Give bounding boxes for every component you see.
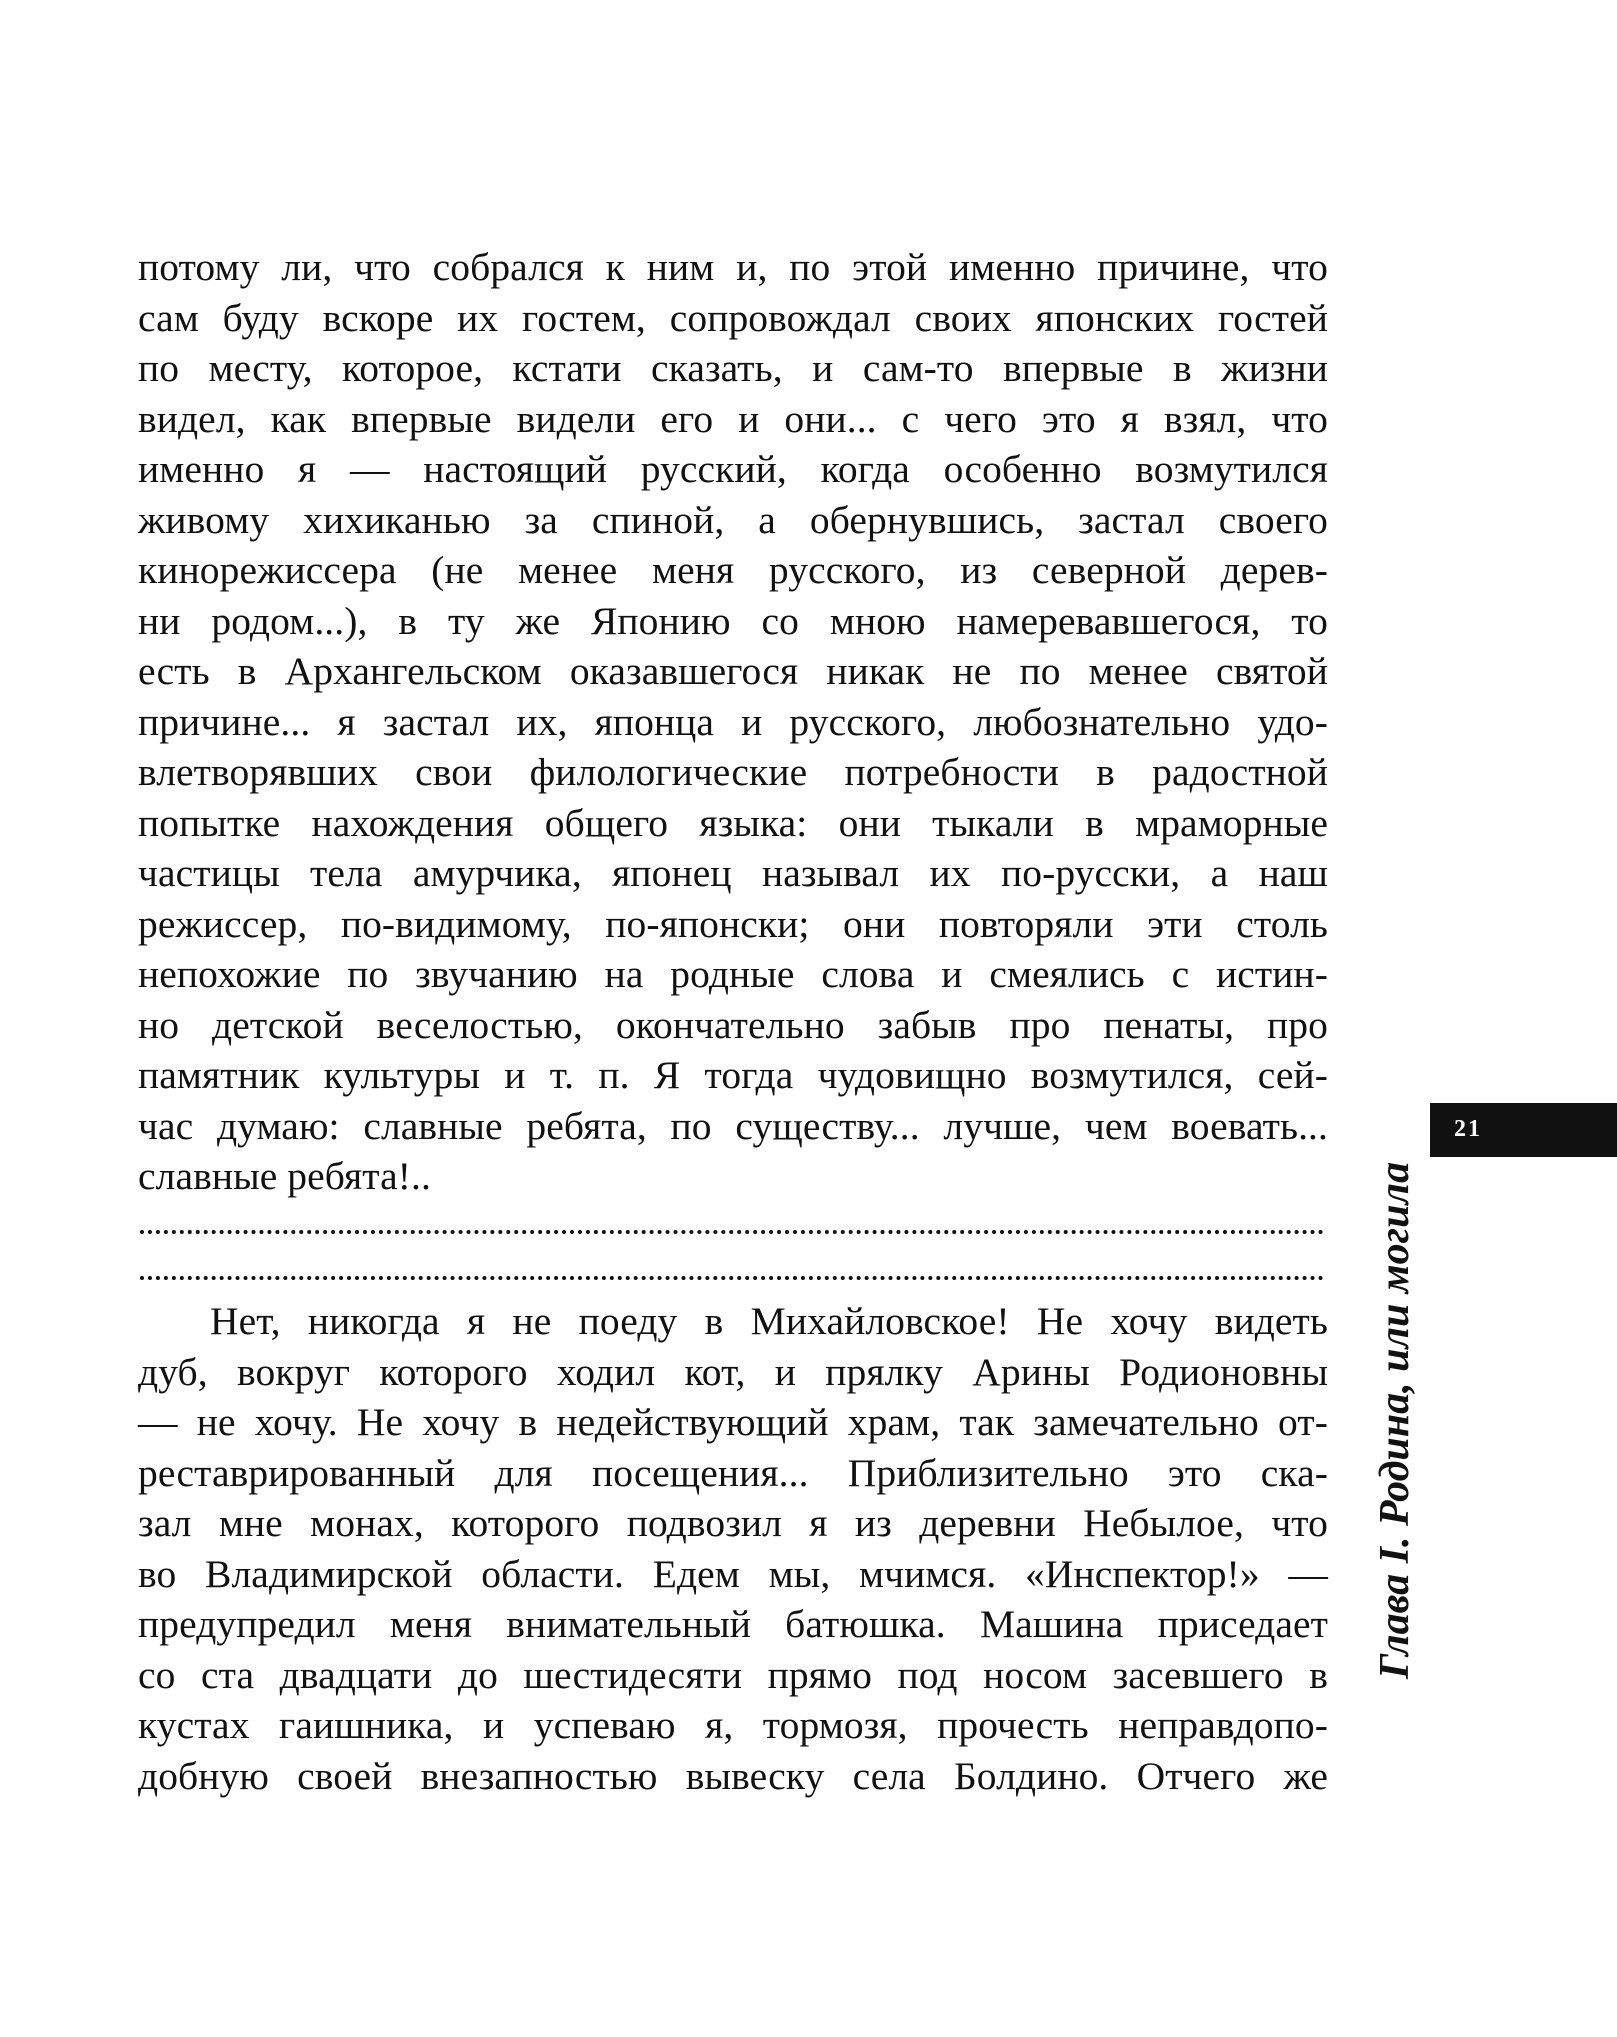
body-text-top xyxy=(138,242,1328,1202)
text-line: славные ребята!.. xyxy=(138,1154,431,1198)
page-number: 21 xyxy=(1454,1116,1482,1142)
text-line: по месту, которое, кстати сказать, и сам-то впервые в жизни xyxy=(138,346,1328,390)
text-line: зал мне монах, которого подвозил я из деревни Небылое, что xyxy=(138,1501,1328,1545)
text-line: частицы тела амурчика, японец называл их по-русски, а наш xyxy=(138,851,1328,895)
text-line: влетворявших свои филологические потребности в радостной xyxy=(138,750,1328,794)
text-line: видел, как впервые видели его и они... с чего это я взял, что xyxy=(138,396,1328,441)
page-number-tab xyxy=(1430,1103,1617,1157)
text-line: — не хочу. Не хочу в недействующий храм, так замечательно от- xyxy=(138,1400,1328,1444)
text-line: кустах гаишника, и успеваю я, тормозя, прочесть неправдопо- xyxy=(138,1703,1328,1747)
body-text-bottom xyxy=(138,1296,1328,1801)
text-line: реставрированный для посещения... Приблизительно это ска- xyxy=(138,1450,1328,1495)
text-line: режиссер, по-видимому, по-японски; они повторяли эти столь xyxy=(138,901,1328,946)
text-line: час думаю: славные ребята, по существу... лучше, чем воевать... xyxy=(138,1103,1328,1148)
text-line: именно я — настоящий русский, когда особенно возмутился xyxy=(138,447,1328,491)
text-line: Нет, никогда я не поеду в Михайловское! Не хочу видеть xyxy=(210,1299,1328,1343)
text-line: но детской веселостью, окончательно забыв про пенаты, про xyxy=(138,1002,1328,1047)
text-line: живому хихиканью за спиной, а обернувшись, застал своего xyxy=(138,497,1328,542)
chapter-title: Глава I. Родина, или могила xyxy=(1372,1161,1418,1679)
text-line: кинорежиссера (не менее меня русского, из северной дерев- xyxy=(138,548,1328,592)
text-line: добную своей внезапностью вывеску села Болдино. Отчего же xyxy=(138,1753,1328,1798)
text-line: памятник культуры и т. п. Я тогда чудовищно возмутился, сей- xyxy=(138,1053,1328,1097)
text-line: причине... я застал их, японца и русского, любознательно удо- xyxy=(138,699,1328,744)
section-divider-dots xyxy=(140,1276,1324,1280)
text-line: предупредил меня внимательный батюшка. Машина приседает xyxy=(138,1602,1328,1646)
text-line: есть в Архангельском оказавшегося никак не по менее святой xyxy=(138,649,1328,693)
text-line: во Владимирской области. Едем мы, мчимся. «Инспектор!» — xyxy=(138,1551,1328,1596)
text-line: потому ли, что собрался к ним и, по этой именно причине, что xyxy=(138,245,1328,289)
text-line: непохожие по звучанию на родные слова и смеялись с истин- xyxy=(138,952,1328,996)
text-line: со ста двадцати до шестидесяти прямо под носом засевшего в xyxy=(138,1652,1328,1697)
text-line: попытке нахождения общего языка: они тыкали в мраморные xyxy=(138,800,1328,845)
section-divider-dots xyxy=(140,1230,1324,1234)
text-line: дуб, вокруг которого ходил кот, и прялку Арины Родионовны xyxy=(138,1349,1328,1394)
text-line: ни родом...), в ту же Японию со мною намеревавшегося, то xyxy=(138,598,1328,643)
text-line: сам буду вскоре их гостем, сопровождал своих японских гостей xyxy=(138,295,1328,340)
